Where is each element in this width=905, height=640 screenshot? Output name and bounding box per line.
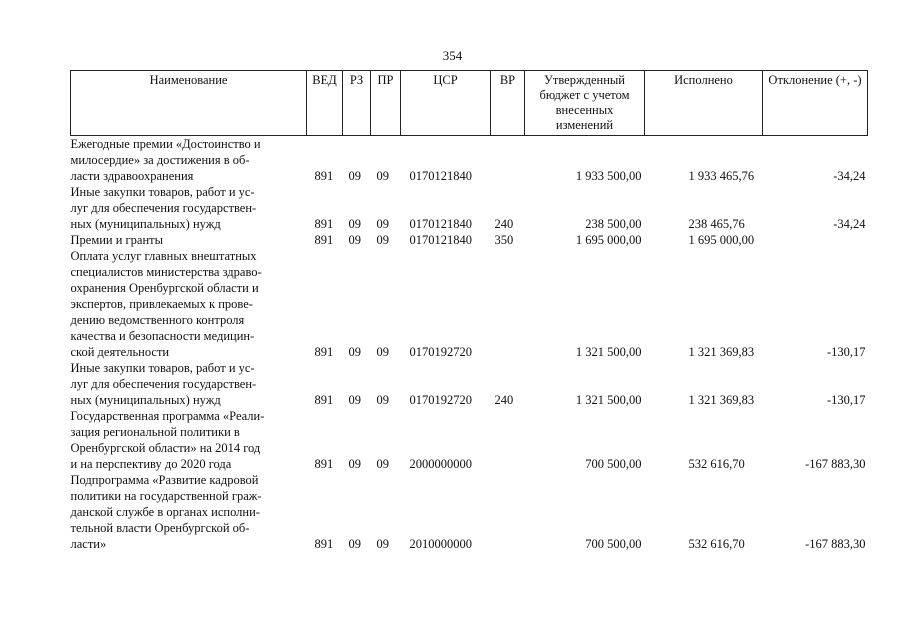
row-pr: 09 <box>376 217 389 231</box>
row-approved: 1 695 000,00 <box>575 233 642 247</box>
header-deviation: Отклонение (+, -) <box>763 71 868 136</box>
header-ved: ВЕД <box>307 71 343 136</box>
row-deviation: -130,17 <box>826 393 866 407</box>
row-name: Подпрограмма «Развитие кадровой политики на государственной граж- данской службе в органах исполни- тельной власти Оренбургской об- ласти» <box>70 473 262 551</box>
row-pr: 09 <box>376 345 389 359</box>
row-rz: 09 <box>348 393 361 407</box>
budget-table <box>70 70 868 552</box>
row-rz: 09 <box>348 457 361 471</box>
row-executed: 1 695 000,00 <box>688 233 755 247</box>
row-pr: 09 <box>376 169 389 183</box>
row-approved: 700 500,00 <box>585 457 642 471</box>
row-vr <box>491 136 525 185</box>
row-ved: 891 <box>314 537 334 551</box>
table-row <box>71 360 868 408</box>
row-executed: 238 465,76 <box>688 217 745 231</box>
row-csr: 0170192720 <box>409 345 472 359</box>
row-vr <box>491 472 525 552</box>
row-deviation: -130,17 <box>826 345 866 359</box>
row-pr: 09 <box>376 393 389 407</box>
row-pr: 09 <box>376 537 389 551</box>
row-vr <box>491 248 525 360</box>
row-name: Иные закупки товаров, работ и ус- луг для обеспечения государствен- ных (муниципальных) нужд <box>70 185 257 231</box>
row-vr <box>491 408 525 472</box>
row-name: Ежегодные премии «Достоинство и милосердие» за достижения в об- ласти здравоохранения <box>70 137 261 183</box>
row-ved: 891 <box>314 345 334 359</box>
header-name: Наименование <box>71 71 307 136</box>
row-vr: 240 <box>494 217 514 231</box>
row-vr: 350 <box>494 233 514 247</box>
table-row <box>71 136 868 185</box>
page-number: 354 <box>442 48 463 63</box>
header-pr: ПР <box>371 71 401 136</box>
row-executed: 532 616,70 <box>688 457 745 471</box>
table-row <box>71 184 868 232</box>
row-deviation: -167 883,30 <box>805 457 866 471</box>
row-executed: 1 321 369,83 <box>688 345 755 359</box>
row-name: Премии и гранты <box>70 233 164 247</box>
row-approved: 1 321 500,00 <box>575 393 642 407</box>
row-ved: 891 <box>314 217 334 231</box>
table-header-row <box>71 71 868 136</box>
row-vr: 240 <box>494 393 514 407</box>
table-row <box>71 472 868 552</box>
row-executed: 1 321 369,83 <box>688 393 755 407</box>
row-name: Оплата услуг главных внештатных специалистов министерства здраво- охранения Оренбургской области и экспертов, привлекаемых к прове- дению ведомственного контроля качества и безопасности медицин- ской деятельности <box>70 249 262 359</box>
row-deviation <box>763 232 868 248</box>
row-rz: 09 <box>348 169 361 183</box>
row-deviation: -34,24 <box>833 169 866 183</box>
row-rz: 09 <box>348 345 361 359</box>
row-csr: 0170121840 <box>409 233 472 247</box>
row-ved: 891 <box>314 393 334 407</box>
row-name: Государственная программа «Реали- зация региональной политики в Оренбургской области» на 2014 год и на перспективу до 2020 года <box>70 409 265 471</box>
row-approved: 1 321 500,00 <box>575 345 642 359</box>
header-rz: РЗ <box>343 71 371 136</box>
header-executed: Исполнено <box>645 71 763 136</box>
row-deviation: -34,24 <box>833 217 866 231</box>
row-ved: 891 <box>314 233 334 247</box>
header-approved: Утвержденный бюджет с учетом внесенных изменений <box>525 71 645 136</box>
row-deviation: -167 883,30 <box>805 537 866 551</box>
header-csr: ЦСР <box>401 71 491 136</box>
header-vr: ВР <box>491 71 525 136</box>
row-csr: 0170121840 <box>409 169 472 183</box>
row-approved: 1 933 500,00 <box>575 169 642 183</box>
row-rz: 09 <box>348 537 361 551</box>
row-executed: 1 933 465,76 <box>688 169 755 183</box>
row-ved: 891 <box>314 457 334 471</box>
row-csr: 2010000000 <box>409 537 472 551</box>
table-row <box>71 248 868 360</box>
row-name: Иные закупки товаров, работ и ус- луг для обеспечения государствен- ных (муниципальных) нужд <box>70 361 257 407</box>
row-approved: 700 500,00 <box>585 537 642 551</box>
row-executed: 532 616,70 <box>688 537 745 551</box>
row-approved: 238 500,00 <box>585 217 642 231</box>
row-rz: 09 <box>348 217 361 231</box>
row-csr: 0170121840 <box>409 217 472 231</box>
row-csr: 2000000000 <box>409 457 472 471</box>
row-ved: 891 <box>314 169 334 183</box>
table-row <box>71 232 868 248</box>
row-pr: 09 <box>376 233 389 247</box>
table-row <box>71 408 868 472</box>
row-pr: 09 <box>376 457 389 471</box>
row-rz: 09 <box>348 233 361 247</box>
row-csr: 0170192720 <box>409 393 472 407</box>
